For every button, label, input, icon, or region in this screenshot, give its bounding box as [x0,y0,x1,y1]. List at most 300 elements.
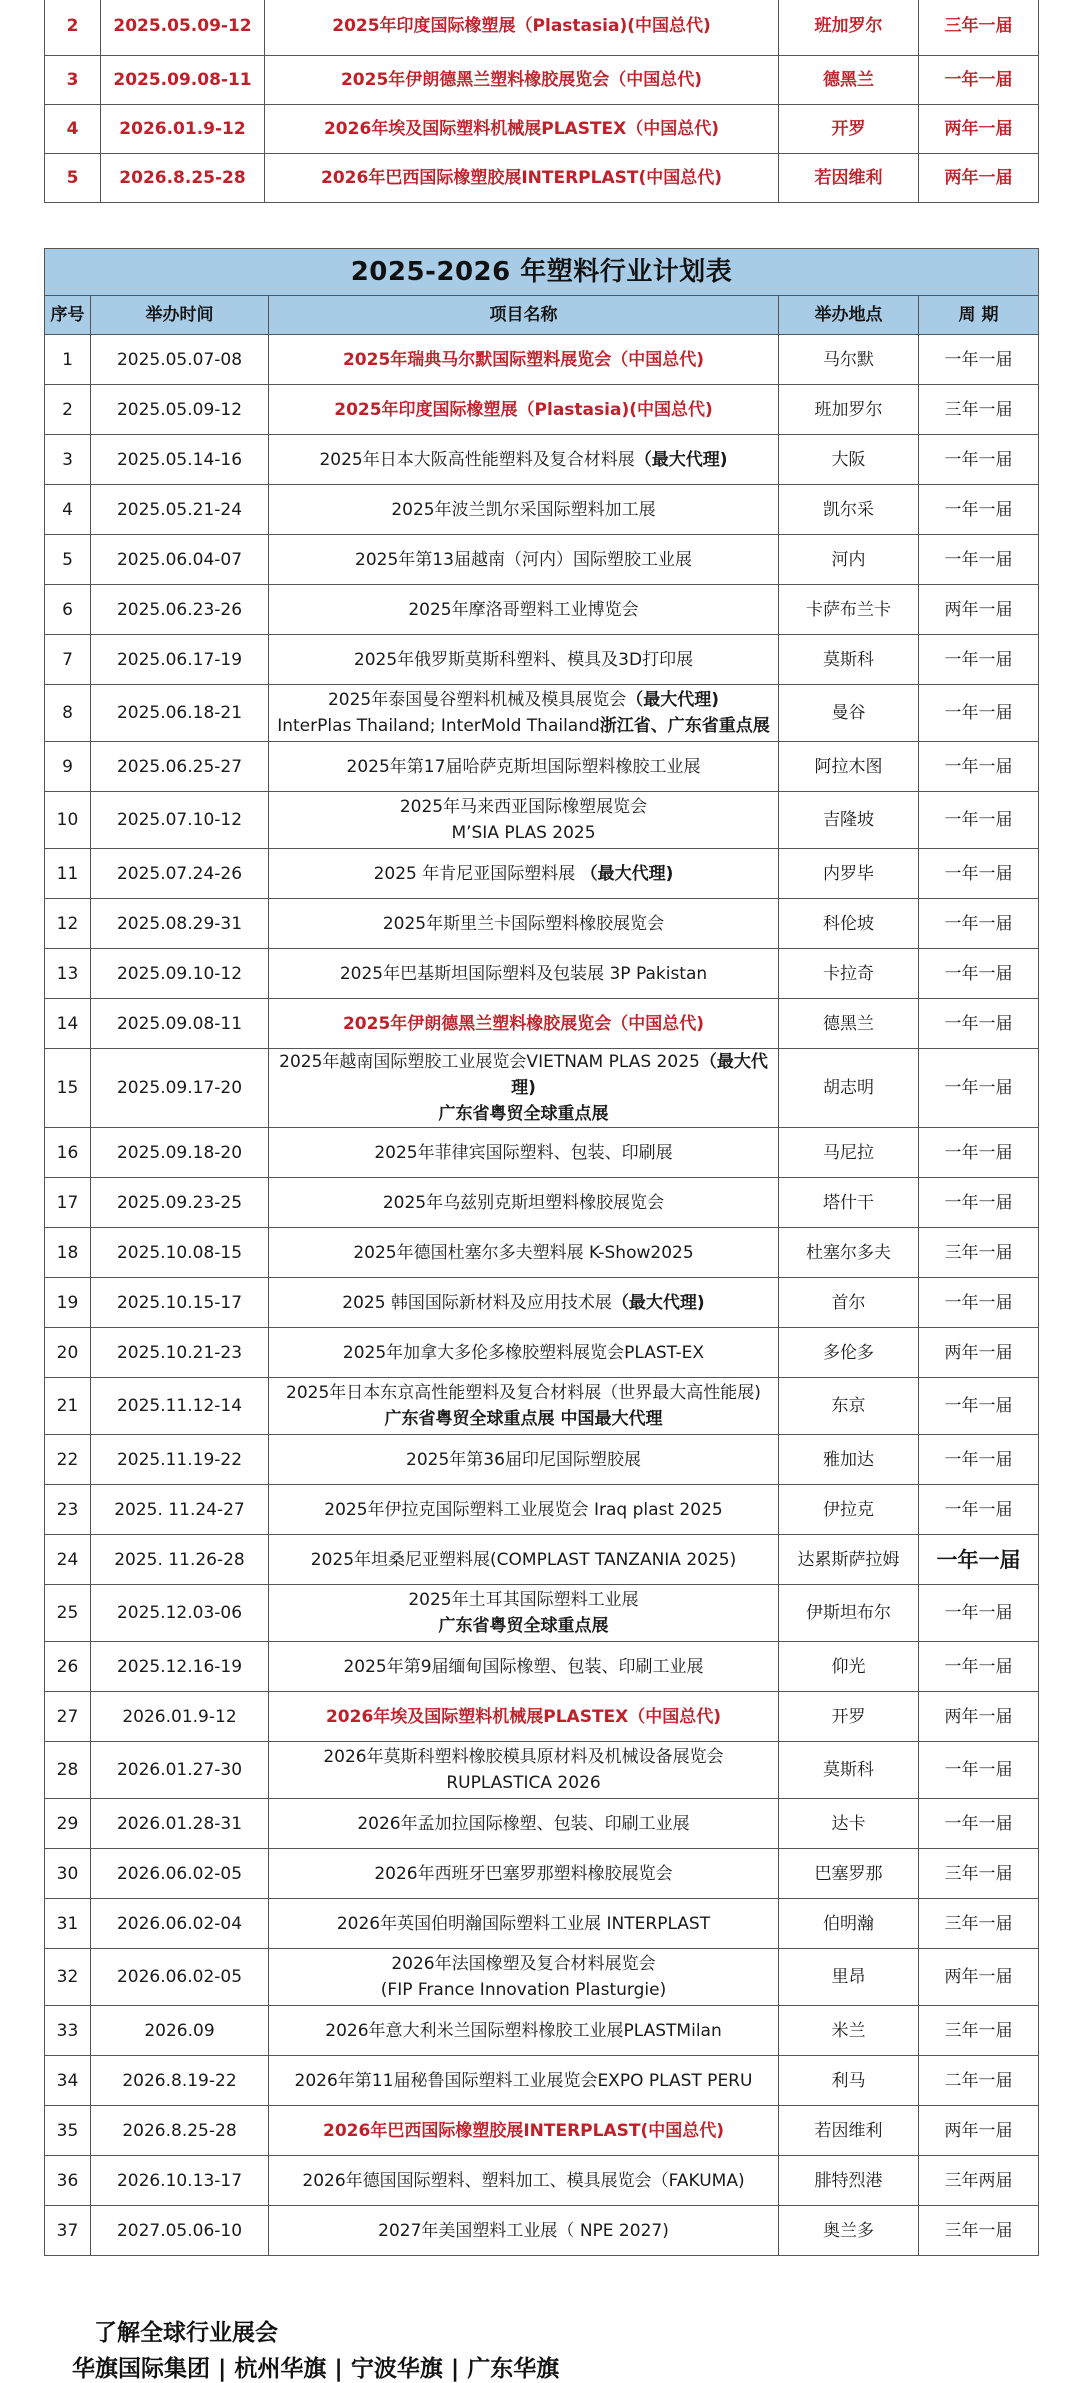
exhibition-name-text: 2025 年肯尼亚国际塑料展 [373,863,581,884]
row-number: 36 [45,2156,91,2206]
row-venue: 腓特烈港 [779,2156,919,2206]
row-exhibition-name [269,685,779,742]
row-exhibition-name [269,2056,779,2106]
row-date: 2026.10.13-17 [91,2156,269,2206]
row-exhibition-name [269,2006,779,2056]
row-number: 16 [45,1128,91,1178]
row-exhibition-name [269,585,779,635]
table-row [45,1799,1039,1849]
row-exhibition-name [269,1642,779,1692]
row-number: 24 [45,1535,91,1585]
table-row [45,1328,1039,1378]
header-date: 举办时间 [91,296,269,335]
row-cycle: 一年一届 [919,1178,1039,1228]
row-venue: 多伦多 [779,1328,919,1378]
exhibition-name-text: 2025年菲律宾国际塑料、包装、印刷展 [374,1142,673,1163]
row-number: 35 [45,2106,91,2156]
table-row [45,2206,1039,2256]
exhibition-name-text: 2025年俄罗斯莫斯科塑料、模具及3D打印展 [353,649,694,670]
table-row [45,1642,1039,1692]
row-date: 2026.01.28-31 [91,1799,269,1849]
row-cycle: 两年一届 [919,1949,1039,2006]
row-exhibition-name [269,435,779,485]
exhibition-name-text: 2025年伊拉克国际塑料工业展览会 Iraq plast 2025 [324,1499,723,1520]
row-cycle: 一年一届 [919,792,1039,849]
row-exhibition-name [269,1585,779,1642]
table-row [45,1949,1039,2006]
exhibition-name-text: 2025年摩洛哥塑料工业博览会 [408,599,639,620]
row-venue: 仰光 [779,1642,919,1692]
row-cycle: 三年一届 [919,1849,1039,1899]
row-number: 4 [45,485,91,535]
row-number: 12 [45,899,91,949]
row-number: 2 [45,385,91,435]
row-exhibition-name [269,792,779,849]
row-date: 2025.09.18-20 [91,1128,269,1178]
table-row [45,385,1039,435]
table-row [45,1899,1039,1949]
row-number: 5 [45,154,101,203]
row-cycle: 一年一届 [919,899,1039,949]
row-number: 8 [45,685,91,742]
row-date: 2025.06.04-07 [91,535,269,585]
row-date: 2027.05.06-10 [91,2206,269,2256]
row-exhibition-name [269,949,779,999]
row-number: 15 [45,1049,91,1128]
exhibition-name-text: 2026年第11届秘鲁国际塑料工业展览会EXPO PLAST PERU [294,2070,753,2091]
exhibition-note: （最大代理) [611,1292,705,1313]
row-number: 18 [45,1228,91,1278]
exhibition-name-subtitle: InterPlas Thailand; InterMold Thailand [277,716,600,736]
row-exhibition-name [269,1742,779,1799]
exhibition-name-text: 2026年德国国际塑料、塑料加工、模具展览会（FAKUMA) [302,2170,745,2191]
exhibition-name-text: 2025年日本大阪高性能塑料及复合材料展 [319,449,635,470]
row-number: 33 [45,2006,91,2056]
exhibition-name-text: 2025年加拿大多伦多橡胶塑料展览会PLAST-EX [342,1342,705,1363]
row-number: 32 [45,1949,91,2006]
row-number: 10 [45,792,91,849]
exhibition-name-text: 2026年英国伯明瀚国际塑料工业展 INTERPLAST [336,1913,711,1934]
row-cycle: 一年一届 [919,1278,1039,1328]
table-row [45,2106,1039,2156]
row-number: 14 [45,999,91,1049]
table-row [45,1278,1039,1328]
row-exhibition-name [269,849,779,899]
row-venue: 若因维利 [779,154,919,203]
row-date: 2025.05.21-24 [91,485,269,535]
row-venue: 东京 [779,1378,919,1435]
row-venue: 若因维利 [779,2106,919,2156]
row-cycle: 一年一届 [919,1485,1039,1535]
row-number: 13 [45,949,91,999]
row-exhibition-name [269,1178,779,1228]
table-row [45,485,1039,535]
row-cycle: 一年一届 [919,335,1039,385]
exhibition-name-subtitle: M’SIA PLAS 2025 [451,823,596,843]
row-number: 3 [45,56,101,105]
row-venue: 德黑兰 [779,56,919,105]
row-exhibition-name [269,1378,779,1435]
exhibition-name-text: 2026年孟加拉国际橡塑、包装、印刷工业展 [357,1813,690,1834]
exhibition-name-text: 2025年巴基斯坦国际塑料及包装展 3P Pakistan [339,963,708,984]
row-exhibition-name: 2025年印度国际橡塑展（Plastasia)(中国总代) [265,0,779,56]
row-exhibition-name [269,335,779,385]
row-date: 2025.07.10-12 [91,792,269,849]
row-exhibition-name [269,2156,779,2206]
exhibition-note: （最大代理) [511,1052,768,1098]
row-date: 2025.11.12-14 [91,1378,269,1435]
exhibition-name-text: 2025年第9届缅甸国际橡塑、包装、印刷工业展 [343,1656,704,1677]
exhibition-name-text: 2026年莫斯科塑料橡胶模具原材料及机械设备展览会 [323,1747,724,1767]
row-number: 9 [45,742,91,792]
row-venue: 莫斯科 [779,635,919,685]
row-number: 1 [45,335,91,385]
row-cycle: 二年一届 [919,2056,1039,2106]
row-number: 2 [45,0,101,56]
exhibition-name-text: 2025年印度国际橡塑展（Plastasia)(中国总代) [334,399,713,420]
row-venue: 德黑兰 [779,999,919,1049]
row-cycle: 两年一届 [919,105,1039,154]
exhibition-name-text: 2025年越南国际塑胶工业展览会VIETNAM PLAS 2025 [279,1052,700,1072]
row-exhibition-name [269,742,779,792]
exhibition-highlight-note: 浙江省、广东省重点展 [599,716,770,736]
row-date: 2025.12.03-06 [91,1585,269,1642]
exhibition-name-subtitle: RUPLASTICA 2026 [446,1773,601,1793]
top-table-row [45,105,1039,154]
footer-company-list: 华旗国际集团 | 杭州华旗 | 宁波华旗 | 广东华旗 [72,2356,560,2382]
row-exhibition-name [269,1849,779,1899]
row-date: 2025.05.09-12 [91,385,269,435]
row-date: 2025.05.14-16 [91,435,269,485]
row-exhibition-name [269,1128,779,1178]
row-date: 2025.06.18-21 [91,685,269,742]
row-venue: 塔什干 [779,1178,919,1228]
row-venue: 奥兰多 [779,2206,919,2256]
row-date: 2025.09.23-25 [91,1178,269,1228]
row-venue: 科伦坡 [779,899,919,949]
row-number: 17 [45,1178,91,1228]
exhibition-name-text: 2025年第13届越南（河内）国际塑胶工业展 [355,549,692,570]
table-row [45,899,1039,949]
table-header-row [45,296,1039,335]
row-venue: 莫斯科 [779,1742,919,1799]
exhibition-note: （最大代理) [626,690,720,710]
row-venue: 达卡 [779,1799,919,1849]
row-exhibition-name [269,1278,779,1328]
row-number: 21 [45,1378,91,1435]
table-row [45,949,1039,999]
row-date: 2026.01.27-30 [91,1742,269,1799]
exhibition-name-text: 2025年第17届哈萨克斯坦国际塑料橡胶工业展 [346,756,701,777]
table-row [45,1742,1039,1799]
exhibition-name-text: 2025年第36届印尼国际塑胶展 [406,1449,641,1470]
row-date: 2025.09.08-11 [101,56,265,105]
row-cycle: 一年一届 [919,849,1039,899]
exhibition-name-text: 2025 韩国国际新材料及应用技术展 [342,1292,612,1313]
row-date: 2025. 11.24-27 [91,1485,269,1535]
row-venue: 马尼拉 [779,1128,919,1178]
row-cycle: 两年一届 [919,1692,1039,1742]
row-venue: 达累斯萨拉姆 [779,1535,919,1585]
header-name: 项目名称 [269,296,779,335]
row-number: 5 [45,535,91,585]
row-exhibition-name [269,635,779,685]
row-exhibition-name: 2025年伊朗德黑兰塑料橡胶展览会（中国总代) [265,56,779,105]
table-row [45,2006,1039,2056]
row-cycle: 一年一届 [919,685,1039,742]
row-cycle: 一年一届 [919,1585,1039,1642]
table-title: 2025-2026 年塑料行业计划表 [45,249,1039,296]
row-cycle: 两年一届 [919,2106,1039,2156]
row-number: 29 [45,1799,91,1849]
row-date: 2025.07.24-26 [91,849,269,899]
row-date: 2026.8.25-28 [101,154,265,203]
exhibition-name-text: 2025年德国杜塞尔多夫塑料展 K-Show2025 [353,1242,694,1263]
row-cycle: 一年一届 [919,535,1039,585]
row-date: 2026.06.02-05 [91,1849,269,1899]
row-cycle: 三年一届 [919,385,1039,435]
row-venue: 米兰 [779,2006,919,2056]
row-cycle: 一年一届 [919,1642,1039,1692]
exhibition-name-text: 2026年巴西国际橡塑胶展INTERPLAST(中国总代) [323,2120,724,2141]
exhibition-highlight-note: 广东省粤贸全球重点展 [438,1616,609,1636]
row-number: 19 [45,1278,91,1328]
row-venue: 河内 [779,535,919,585]
row-exhibition-name [269,1435,779,1485]
row-exhibition-name [269,1692,779,1742]
row-number: 30 [45,1849,91,1899]
row-venue: 班加罗尔 [779,385,919,435]
row-cycle: 一年一届 [919,742,1039,792]
top-table-row [45,0,1039,56]
top-table-row [45,154,1039,203]
exhibition-name-text: 2025年乌兹别克斯坦塑料橡胶展览会 [382,1192,665,1213]
row-date: 2026.09 [91,2006,269,2056]
row-number: 6 [45,585,91,635]
row-date: 2026.06.02-04 [91,1899,269,1949]
row-venue: 伯明瀚 [779,1899,919,1949]
row-venue: 首尔 [779,1278,919,1328]
row-date: 2025.05.07-08 [91,335,269,385]
row-date: 2026.8.25-28 [91,2106,269,2156]
row-cycle: 三年一届 [919,1899,1039,1949]
exhibition-name-text: 2025年土耳其国际塑料工业展 [408,1590,639,1610]
row-exhibition-name [269,1328,779,1378]
row-cycle: 一年一届 [919,1742,1039,1799]
row-venue: 雅加达 [779,1435,919,1485]
row-cycle: 一年一届 [919,1435,1039,1485]
row-date: 2025.11.19-22 [91,1435,269,1485]
table-row [45,999,1039,1049]
exhibition-name-text: 2025年马来西亚国际橡塑展览会 [399,797,648,817]
row-date: 2025. 11.26-28 [91,1535,269,1585]
row-number: 20 [45,1328,91,1378]
exhibition-name-text: 2025年波兰凯尔采国际塑料加工展 [391,499,656,520]
table-row [45,1049,1039,1128]
row-cycle: 一年一届 [919,635,1039,685]
table-row [45,1378,1039,1435]
exhibition-name-subtitle: (FIP France Innovation Plasturgie) [380,1980,667,2000]
row-exhibition-name [269,2106,779,2156]
row-venue: 伊斯坦布尔 [779,1585,919,1642]
row-venue: 开罗 [779,1692,919,1742]
row-date: 2025.09.08-11 [91,999,269,1049]
row-venue: 伊拉克 [779,1485,919,1535]
row-exhibition-name [269,999,779,1049]
row-cycle: 一年一届 [919,1378,1039,1435]
row-number: 28 [45,1742,91,1799]
row-cycle: 两年一届 [919,154,1039,203]
row-number: 27 [45,1692,91,1742]
table-row [45,1128,1039,1178]
table-row [45,2156,1039,2206]
row-cycle: 一年一届 [919,485,1039,535]
row-venue: 阿拉木图 [779,742,919,792]
exhibition-name-text: 2025年斯里兰卡国际塑料橡胶展览会 [382,913,665,934]
row-cycle: 一年一届 [919,435,1039,485]
row-exhibition-name [269,899,779,949]
row-cycle: 三年一届 [919,2206,1039,2256]
row-number: 23 [45,1485,91,1535]
row-cycle: 三年一届 [919,0,1039,56]
header-cycle: 周 期 [919,296,1039,335]
table-row [45,1485,1039,1535]
plastics-industry-plan-table [44,248,1039,2256]
table-row [45,1435,1039,1485]
row-date: 2025.09.17-20 [91,1049,269,1128]
row-venue: 班加罗尔 [779,0,919,56]
exhibition-name-text: 2025年日本东京高性能塑料及复合材料展（世界最大高性能展) [286,1383,761,1403]
table-row [45,1692,1039,1742]
row-venue: 卡拉奇 [779,949,919,999]
row-date: 2025.10.15-17 [91,1278,269,1328]
row-exhibition-name [269,485,779,535]
table-row [45,535,1039,585]
row-date: 2026.01.9-12 [101,105,265,154]
row-cycle: 一年一届 [919,1128,1039,1178]
row-exhibition-name [269,1535,779,1585]
row-cycle: 一年一届 [919,949,1039,999]
row-venue: 里昂 [779,1949,919,2006]
row-date: 2025.06.17-19 [91,635,269,685]
row-date: 2025.12.16-19 [91,1642,269,1692]
row-number: 4 [45,105,101,154]
row-number: 37 [45,2206,91,2256]
table-row [45,792,1039,849]
row-cycle: 三年一届 [919,1228,1039,1278]
row-exhibition-name [269,2206,779,2256]
table-row [45,1228,1039,1278]
row-cycle: 一年一届 [919,1049,1039,1128]
exhibition-note: （最大代理) [634,449,728,470]
row-date: 2025.10.21-23 [91,1328,269,1378]
row-exhibition-name [269,1899,779,1949]
row-number: 31 [45,1899,91,1949]
header-place: 举办地点 [779,296,919,335]
row-exhibition-name: 2026年巴西国际橡塑胶展INTERPLAST(中国总代) [265,154,779,203]
top-exhibition-table [44,0,1039,203]
table-row [45,335,1039,385]
row-number: 34 [45,2056,91,2106]
row-cycle: 一年一届 [919,56,1039,105]
row-date: 2025.09.10-12 [91,949,269,999]
row-venue: 曼谷 [779,685,919,742]
row-date: 2026.01.9-12 [91,1692,269,1742]
row-exhibition-name [269,1949,779,2006]
row-exhibition-name [269,385,779,435]
table-row [45,435,1039,485]
row-cycle: 一年一届 [919,999,1039,1049]
row-venue: 大阪 [779,435,919,485]
exhibition-note: （最大代理) [580,863,674,884]
top-table-row [45,56,1039,105]
exhibition-name-text: 2026年西班牙巴塞罗那塑料橡胶展览会 [374,1863,673,1884]
row-number: 25 [45,1585,91,1642]
row-date: 2025.05.09-12 [101,0,265,56]
row-exhibition-name [269,1799,779,1849]
row-exhibition-name [269,535,779,585]
table-row [45,742,1039,792]
row-venue: 马尔默 [779,335,919,385]
row-cycle: 一年一届 [919,1799,1039,1849]
table-row [45,685,1039,742]
table-row [45,635,1039,685]
table-row [45,1178,1039,1228]
exhibition-name-text: 2025年泰国曼谷塑料机械及模具展览会 [327,690,627,710]
row-venue: 胡志明 [779,1049,919,1128]
table-row [45,1535,1039,1585]
row-number: 7 [45,635,91,685]
table-row [45,1849,1039,1899]
row-date: 2025.08.29-31 [91,899,269,949]
exhibition-name-text: 2026年意大利米兰国际塑料橡胶工业展PLASTMilan [325,2020,722,2041]
row-date: 2025.06.25-27 [91,742,269,792]
exhibition-name-text: 2027年美国塑料工业展（ NPE 2027) [378,2220,669,2241]
row-exhibition-name [269,1485,779,1535]
row-number: 22 [45,1435,91,1485]
footer-heading: 了解全球行业展会 [94,2320,278,2346]
table-row [45,2056,1039,2106]
row-venue: 杜塞尔多夫 [779,1228,919,1278]
row-date: 2025.06.23-26 [91,585,269,635]
row-cycle: 三年两届 [919,2156,1039,2206]
row-number: 26 [45,1642,91,1692]
row-number: 3 [45,435,91,485]
row-exhibition-name: 2026年埃及国际塑料机械展PLASTEX（中国总代) [265,105,779,154]
exhibition-name-text: 2025年坦桑尼亚塑料展(COMPLAST TANZANIA 2025) [310,1549,737,1570]
row-number: 11 [45,849,91,899]
row-date: 2026.8.19-22 [91,2056,269,2106]
exhibition-highlight-note: 广东省粤贸全球重点展 [438,1104,609,1124]
row-exhibition-name [269,1228,779,1278]
row-cycle: 两年一届 [919,1328,1039,1378]
row-date: 2025.10.08-15 [91,1228,269,1278]
header-no: 序号 [45,296,91,335]
table-row [45,585,1039,635]
row-venue: 开罗 [779,105,919,154]
row-venue: 巴塞罗那 [779,1849,919,1899]
row-cycle: 两年一届 [919,585,1039,635]
row-venue: 内罗毕 [779,849,919,899]
row-date: 2026.06.02-05 [91,1949,269,2006]
table-row [45,849,1039,899]
row-cycle: 三年一届 [919,2006,1039,2056]
row-exhibition-name [269,1049,779,1128]
exhibition-name-text: 2025年伊朗德黑兰塑料橡胶展览会（中国总代) [342,1013,705,1034]
table-row [45,1585,1039,1642]
exhibition-name-text: 2026年法国橡塑及复合材料展览会 [391,1954,656,1974]
row-venue: 利马 [779,2056,919,2106]
